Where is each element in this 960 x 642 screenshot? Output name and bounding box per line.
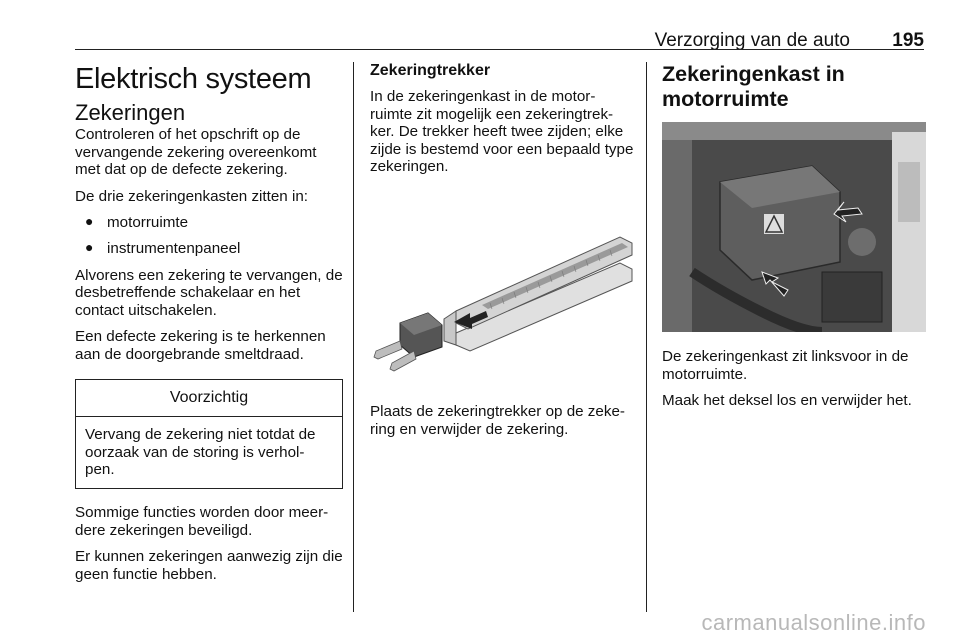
location-list — [75, 214, 343, 257]
list-item: ● motorruimte — [85, 213, 189, 232]
bullet-icon: ● — [85, 238, 94, 255]
bullet-icon: ● — [85, 213, 94, 230]
list-item: ● instrumentenpaneel — [85, 238, 241, 257]
subsection-title: Zekeringen — [75, 100, 186, 125]
subsection-title: Zekeringenkast in motorruimte — [662, 62, 845, 111]
caution-text: Vervang de zekering niet totdat de oorzaak van de storing is verhol-pen. — [85, 426, 316, 479]
section-title: Elektrisch systeem — [75, 63, 312, 95]
paragraph: Alvorens een zekering te vervangen, de desbetreffende schakelaar en het contact uitschakelen. — [75, 266, 343, 319]
paragraph: Sommige functies worden door meer-dere zekeringen beveiligd. — [75, 503, 329, 539]
column-middle — [370, 62, 636, 447]
header-rule — [75, 49, 924, 50]
paragraph: Een defecte zekering is te herkennen aan de doorgebrande smeltdraad. — [75, 328, 326, 363]
column-divider — [646, 62, 647, 612]
watermark: carmanualsonline.info — [701, 610, 926, 635]
page-number: 195 — [892, 30, 924, 51]
header-title: Verzorging van de auto — [654, 30, 850, 51]
column-right — [662, 62, 926, 419]
caution-title: Voorzichtig — [76, 380, 342, 418]
paragraph: Er kunnen zekeringen aanwezig zijn die geen functie hebben. — [75, 548, 343, 583]
column-divider — [353, 62, 354, 612]
paragraph: De drie zekeringenkasten zitten in: — [75, 187, 309, 205]
paragraph: In de zekeringenkast in de motor-ruimte zit mogelijk een zekeringtrek-ker. De trekker heeft twee zijden; elke zijde is bestemd voor een bepaald type zekeringen. — [370, 88, 634, 176]
engine-bay-photo — [662, 122, 926, 332]
paragraph: Maak het deksel los en verwijder het. — [662, 392, 912, 410]
subsection-title: Zekeringtrekker — [370, 62, 491, 79]
fuse-puller-illustration — [370, 185, 636, 395]
caution-box — [75, 379, 343, 489]
figure-caption: Plaats de zekeringtrekker op de zeke-ring en verwijder de zekering. — [370, 402, 625, 438]
paragraph: De zekeringenkast zit linksvoor in de motorruimte. — [662, 348, 909, 383]
paragraph: Controleren of het opschrift op de vervangende zekering overeenkomt met dat op de defecte zekering. — [75, 126, 317, 179]
column-left — [75, 62, 343, 592]
